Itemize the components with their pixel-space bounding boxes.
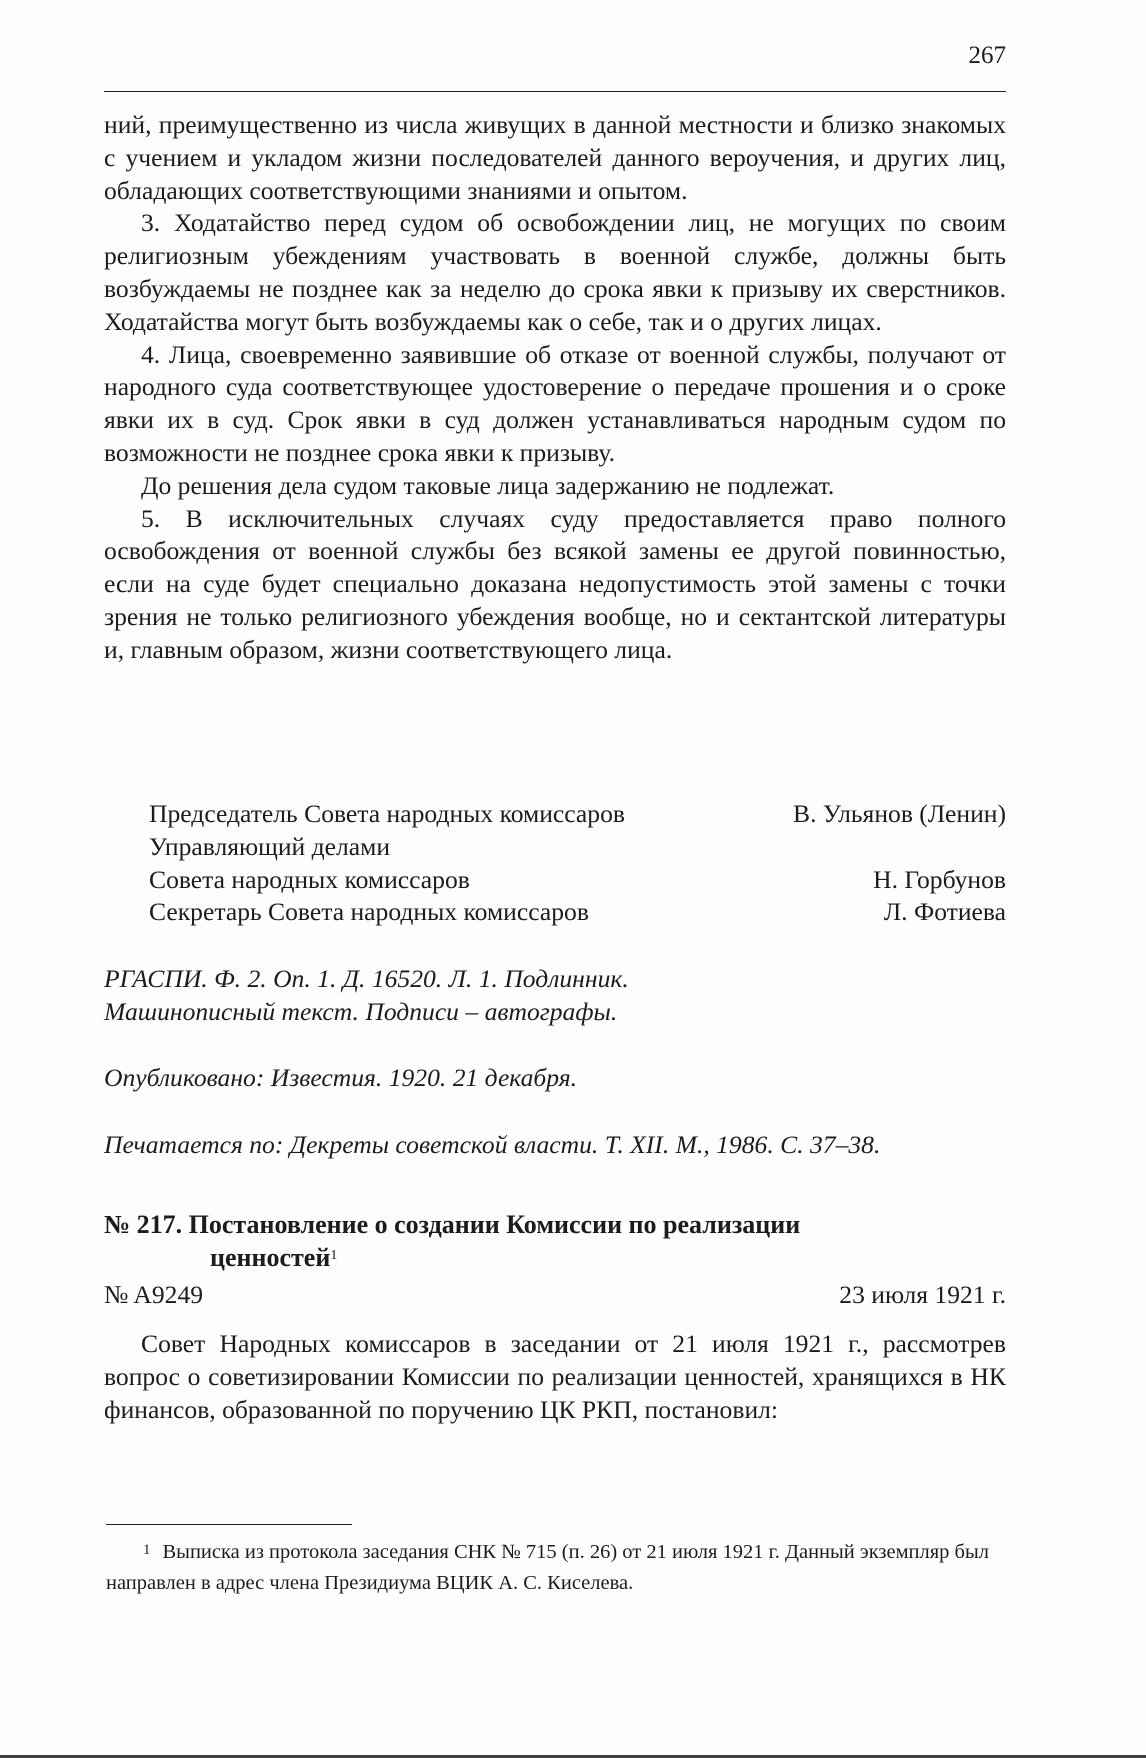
heading-line-2: ценностей — [210, 1243, 331, 1272]
signatory-name: Л. Фотиева — [883, 897, 1006, 927]
body-text — [104, 109, 1006, 667]
paragraph-item-5: 5. В исключительных случаях суду предоставляется право полного освобождения от военной службы без всякой замены ее другой повинностью, если на суде будет специально доказана недопустимость этой замены с точки зрения не только религиозного убеждения вообще, но и сектантской литературы и, главным образом, жизни соответствующего лица. — [104, 503, 1006, 664]
signature-row — [149, 896, 1006, 929]
document-text — [104, 1328, 1006, 1426]
signatory-title: Председатель Совета народных комиссаров — [149, 799, 625, 828]
header-rule — [104, 91, 1006, 92]
signatory-title: Совета народных комиссаров — [149, 864, 470, 894]
signature-row — [149, 798, 1006, 831]
heading-line-1: № 217. Постановление о создании Комиссии по реализации — [104, 1210, 801, 1239]
printed-from-note: Печатается по: Декреты советской власти. Т. XII. М., 1986. С. 37–38. — [104, 1130, 881, 1159]
signature-row — [149, 864, 1006, 897]
document-paragraph: Совет Народных комиссаров в заседании от 21 июля 1921 г., рассмотрев вопрос о советизировании Комиссии по реализации ценностей, хранящихся в НК финансов, образованной по поручению ЦК РКП, постановил: — [104, 1329, 1006, 1424]
paragraph-item-3: 3. Ходатайство перед судом об освобождении лиц, не могущих по своим религиозным убеждениям участвовать в военной службе, должны быть возбуждаемы не позднее как за неделю до срока явки к призыву их сверстников. Ходатайства могут быть возбуждаемы как о себе, так и о других лицах. — [104, 208, 1006, 336]
document-date: 23 июля 1921 г. — [839, 1280, 1006, 1309]
document-heading — [104, 1208, 1006, 1274]
document-meta — [104, 1278, 1006, 1311]
footnote-rule — [106, 1524, 352, 1525]
archive-source — [104, 963, 1006, 1028]
published-note: Опубликовано: Известия. 1920. 21 декабря. — [104, 1063, 578, 1092]
archive-line-2: Машинописный текст. Подписи – автографы. — [104, 996, 618, 1026]
footnote-mark: 1 — [143, 1542, 151, 1558]
signature-block — [149, 798, 1006, 929]
footnote-text: Выписка из протокола заседания СНК № 715 (п. 26) от 21 июля 1921 г. Данный экземпляр был направлен в адрес члена Президиума ВЦИК А. С. Киселева. — [106, 1541, 989, 1594]
signatory-title: Секретарь Совета народных комиссаров — [149, 897, 589, 927]
paragraph-item-4: 4. Лица, своевременно заявившие об отказе от военной службы, получают от народного суда соответствующее удостоверение о передаче прошения и о сроке явки их в суд. Срок явки в суд должен устанавливаться народным судом по возможности не позднее срока явки к призыву. — [104, 339, 1006, 467]
page-number: 267 — [968, 42, 1006, 69]
signatory-title: Управляющий делами — [149, 831, 391, 861]
footnote-reference[interactable]: 1 — [330, 1248, 338, 1263]
paragraph-continuation: ний, преимущественно из числа живущих в данной местности и близко знакомых с учением и укладом жизни последователей данного вероучения, и других лиц, обладающих соответствующими знаниями и опытом. — [104, 110, 1006, 205]
archive-line-1: РГАСПИ. Ф. 2. Оп. 1. Д. 16520. Л. 1. Подлинник. — [104, 964, 629, 993]
document-number: № A9249 — [104, 1280, 204, 1309]
paragraph-detention: До решения дела судом таковые лица задержанию не подлежат. — [141, 470, 835, 500]
footnote — [106, 1537, 1006, 1598]
signature-row — [149, 831, 1006, 864]
signatory-name: Н. Горбунов — [873, 864, 1006, 894]
signatory-name: В. Ульянов (Ленин) — [793, 799, 1006, 828]
